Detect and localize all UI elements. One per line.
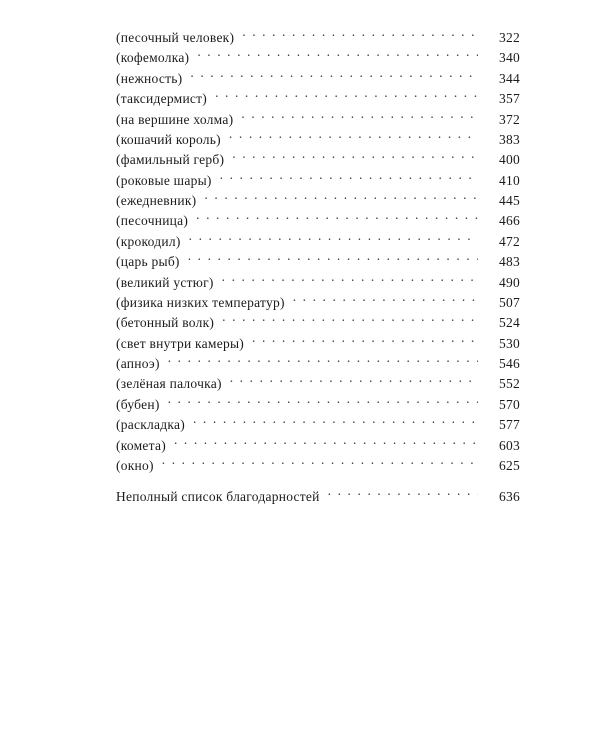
toc-entry-page: 636 [499,489,520,504]
toc-entry-page: 322 [499,30,520,45]
toc-entry-page: 472 [499,233,520,249]
dot-leader [168,389,478,409]
toc-entry-title: (апноэ) [116,356,160,371]
toc-entry-page: 530 [499,335,520,351]
dot-leader [215,83,478,103]
toc-entry-page: 552 [499,376,520,392]
toc-entry-page: 410 [499,172,520,188]
toc-entry [116,348,520,371]
dot-leader [222,307,478,327]
toc-entry-title: (физика низких температур) [116,294,285,310]
toc-entry-page: 400 [499,152,520,168]
toc-entry-title: (окно) [116,457,154,473]
toc-entry-title: (кошачий король) [116,131,221,147]
dot-leader [242,22,478,42]
toc-entry-page: 340 [499,50,520,66]
dot-leader [189,226,478,246]
table-of-contents [116,22,520,473]
dot-leader [168,348,478,368]
dot-leader [229,124,478,144]
toc-entry-page: 577 [499,417,520,433]
toc-entry-title: (песочница) [116,213,189,229]
toc-entry-page: 490 [499,274,520,290]
toc-entry-acknowledgements [116,481,520,504]
toc-entry [116,368,520,392]
toc-entry-title: (комета) [116,437,166,453]
toc-entry-title: (ежедневник) [116,193,197,208]
toc-entry-title: (царь рыб) [116,254,180,270]
toc-entry-page: 483 [499,254,520,270]
toc-entry-title: (великий устюг) [116,274,214,290]
dot-leader [197,42,478,62]
dot-leader [222,267,478,287]
dot-leader [196,205,478,225]
toc-entry-title: (свет внутри камеры) [116,335,245,351]
toc-entry-title: (нежность) [116,70,183,86]
dot-leader [230,368,478,388]
toc-entry-title: (таксидермист) [116,91,208,107]
toc-entry-title: (крокодил) [116,233,181,249]
toc-entry-title: (роковые шары) [116,172,212,188]
acknowledgements-section [116,481,520,504]
toc-entry-page: 570 [499,396,520,412]
dot-leader [188,246,478,266]
dot-leader [252,328,478,348]
toc-entry [116,450,520,473]
toc-entry-page: 507 [499,294,520,310]
dot-leader [328,481,478,501]
toc-entry-title: (песочный человек) [116,30,235,45]
toc-entry-page: 372 [499,111,520,127]
toc-entry-page: 546 [499,356,520,371]
toc-entry [116,22,520,45]
toc-entry-page: 357 [499,91,520,107]
toc-entry-title: Неполный список благодарностей [116,489,320,504]
dot-leader [193,409,478,429]
toc-entry [116,430,520,453]
dot-leader [220,165,478,185]
toc-entry-title: (на вершине холма) [116,111,234,127]
dot-leader [190,63,478,83]
dot-leader [174,430,478,450]
dot-leader [204,185,478,205]
dot-leader [162,450,478,470]
toc-entry-page: 445 [499,193,520,208]
toc-entry-page: 466 [499,213,520,229]
toc-entry-title: (раскладка) [116,417,185,433]
toc-entry-page: 344 [499,70,520,86]
dot-leader [293,287,478,307]
dot-leader [241,104,478,124]
toc-entry-title: (фамильный герб) [116,152,225,168]
toc-entry-title: (бетонный волк) [116,315,215,331]
toc-entry-title: (зелёная палочка) [116,376,222,392]
toc-entry-title: (кофемолка) [116,50,190,66]
toc-entry [116,389,520,412]
toc-entry-page: 524 [499,315,520,331]
toc-entry-page: 603 [499,437,520,453]
dot-leader [232,144,478,164]
toc-entry-page: 625 [499,457,520,473]
toc-entry-page: 383 [499,131,520,147]
toc-entry-title: (бубен) [116,396,160,412]
toc-entry [116,409,520,433]
